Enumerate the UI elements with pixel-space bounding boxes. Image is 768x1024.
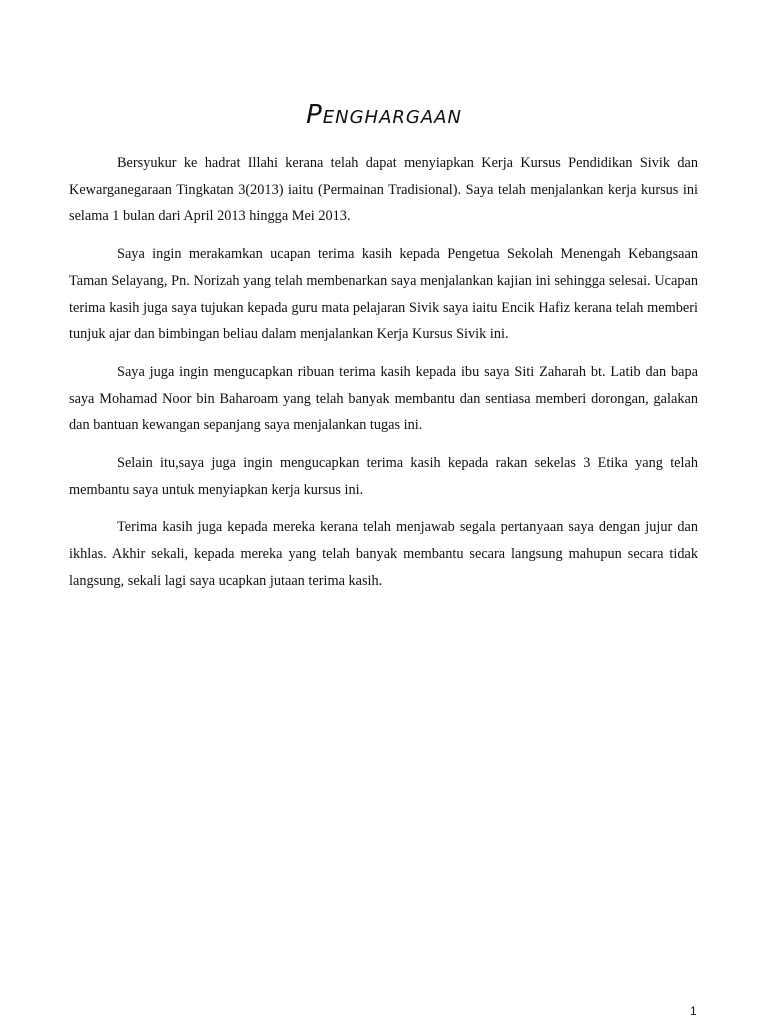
paragraph-3: Saya juga ingin mengucapkan ribuan terima kasih kepada ibu saya Siti Zaharah bt. Latib dan bapa saya Mohamad Noor bin Baharoam yang telah banyak membantu dan sentiasa memberi dorongan, galakan dan bantuan kewangan sepanjang saya menjalankan tugas ini. [69,363,698,434]
paragraph-4: Selain itu,saya juga ingin mengucapkan terima kasih kepada rakan sekelas 3 Etika yang telah membantu saya untuk menyiapkan kerja kursus ini. [69,455,698,498]
page-number: 1 [690,1004,697,1018]
paragraph-2: Saya ingin merakamkan ucapan terima kasih kepada Pengetua Sekolah Menengah Kebangsaan Taman Selayang, Pn. Norizah yang telah membenarkan saya menjalankan kajian ini sehingga selesai. Ucapan terima kasih juga saya tujukan kepada guru mata pelajaran Sivik saya iaitu Encik Hafiz kerana telah memberi tunjuk ajar dan bimbingan beliau dalam menjalankan Kerja Kursus Sivik ini. [69,246,698,343]
page-title: Penghargaan [306,100,462,130]
acknowledgement-body [69,150,698,606]
paragraph-5: Terima kasih juga kepada mereka kerana telah menjawab segala pertanyaan saya dengan jujur dan ikhlas. Akhir sekali, kepada mereka yang telah banyak membantu secara langsung mahupun secara tidak langsung, sekali lagi saya ucapkan jutaan terima kasih. [69,519,698,589]
paragraph-1: Bersyukur ke hadrat Illahi kerana telah dapat menyiapkan Kerja Kursus Pendidikan Sivik dan Kewarganegaraan Tingkatan 3(2013) iaitu (Permainan Tradisional). Saya telah menjalankan kerja kursus ini selama 1 bulan dari April 2013 hingga Mei 2013. [69,155,698,225]
